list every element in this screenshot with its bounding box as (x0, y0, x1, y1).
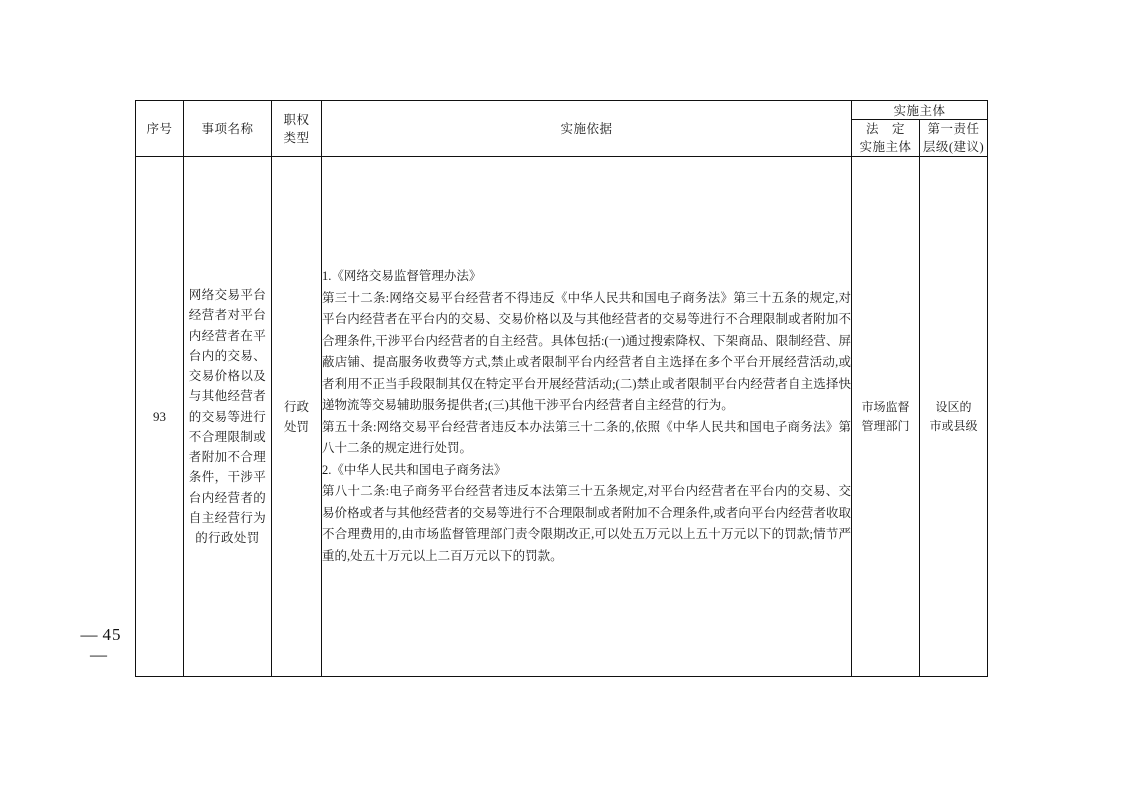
header-authority-type-line1: 职权 (283, 112, 310, 127)
header-basis: 实施依据 (322, 101, 852, 157)
header-legal-subject-line1: 法 定 (865, 122, 905, 136)
basis-paragraph-3: 第五十条:网络交易平台经营者违反本办法第三十二条的,依照《中华人民共和国电子商务法》第八十二条的规定进行处罚。 (322, 419, 851, 456)
cell-item-name: 网络交易平台经营者对平台内经营者在平台内的交易、交易价格以及与其他经营者的交易等进行不合理限制或者附加不合理条件，干涉平台内经营者的自主经营行为的行政处罚 (184, 157, 272, 677)
table-row (136, 157, 988, 677)
table-body (136, 157, 988, 677)
cell-authority-type-line2: 处罚 (283, 419, 309, 434)
header-legal-subject (852, 120, 920, 157)
header-responsibility-level-line2: 层级(建议) (922, 140, 985, 155)
cell-basis (322, 157, 852, 677)
basis-paragraph-4: 2.《中华人民共和国电子商务法》 (322, 462, 507, 477)
regulation-table (135, 100, 988, 677)
cell-responsibility-level (920, 157, 988, 677)
header-legal-subject-line2: 实施主体 (859, 140, 912, 155)
cell-seq: 93 (136, 157, 184, 677)
basis-paragraph-2: 第三十二条:网络交易平台经营者不得违反《中华人民共和国电子商务法》第三十五条的规定,对平台内经营者在平台内的交易、交易价格以及与其他经营者的交易等进行不合理限制或者附加不合理条件,干涉平台内经营者的自主经营。具体包括:(一)通过搜索降权、下架商品、限制经营、屏蔽店铺、提高服务收费等方式,禁止或者限制平台内经营者自主选择在多个平台开展经营活动,或者利用不正当手段限制其仅在特定平台开展经营活动;(二)禁止或者限制平台内经营者自主选择快递物流等交易辅助服务提供者;(三)其他干涉平台内经营者自主经营的行为。 (322, 290, 851, 413)
page-number-value: 45 (102, 625, 122, 644)
cell-authority-type (272, 157, 322, 677)
table-header (136, 101, 988, 157)
page-number-suffix: — (90, 645, 108, 664)
header-responsibility-level-line1: 第一责任 (927, 122, 980, 136)
cell-legal-subject-line2: 管理部门 (861, 418, 910, 433)
header-seq: 序号 (136, 101, 184, 157)
header-subject-group: 实施主体 (852, 101, 988, 120)
page-number-prefix: — (80, 625, 99, 644)
table-header-row-top (136, 101, 988, 120)
page-number (64, 625, 134, 665)
header-item-name: 事项名称 (184, 101, 272, 157)
cell-legal-subject-line1: 市场监督 (861, 399, 910, 414)
header-authority-type-line2: 类型 (283, 130, 310, 145)
header-responsibility-level (920, 120, 988, 157)
cell-responsibility-level-line1: 设区的 (935, 399, 972, 414)
header-authority-type (272, 101, 322, 157)
basis-paragraph-1: 1.《网络交易监督管理办法》 (322, 269, 482, 284)
cell-responsibility-level-line2: 市或县级 (929, 418, 978, 433)
cell-legal-subject (852, 157, 920, 677)
cell-authority-type-line1: 行政 (283, 399, 309, 414)
basis-paragraph-5: 第八十二条:电子商务平台经营者违反本法第三十五条规定,对平台内经营者在平台内的交易、交易价格或者与其他经营者的交易等进行不合理限制或者附加不合理条件,或者向平台内经营者收取不合理费用的,由市场监督管理部门责令限期改正,可以处五万元以上五十万元以下的罚款;情节严重的,处五十万元以上二百万元以下的罚款。 (322, 484, 851, 563)
